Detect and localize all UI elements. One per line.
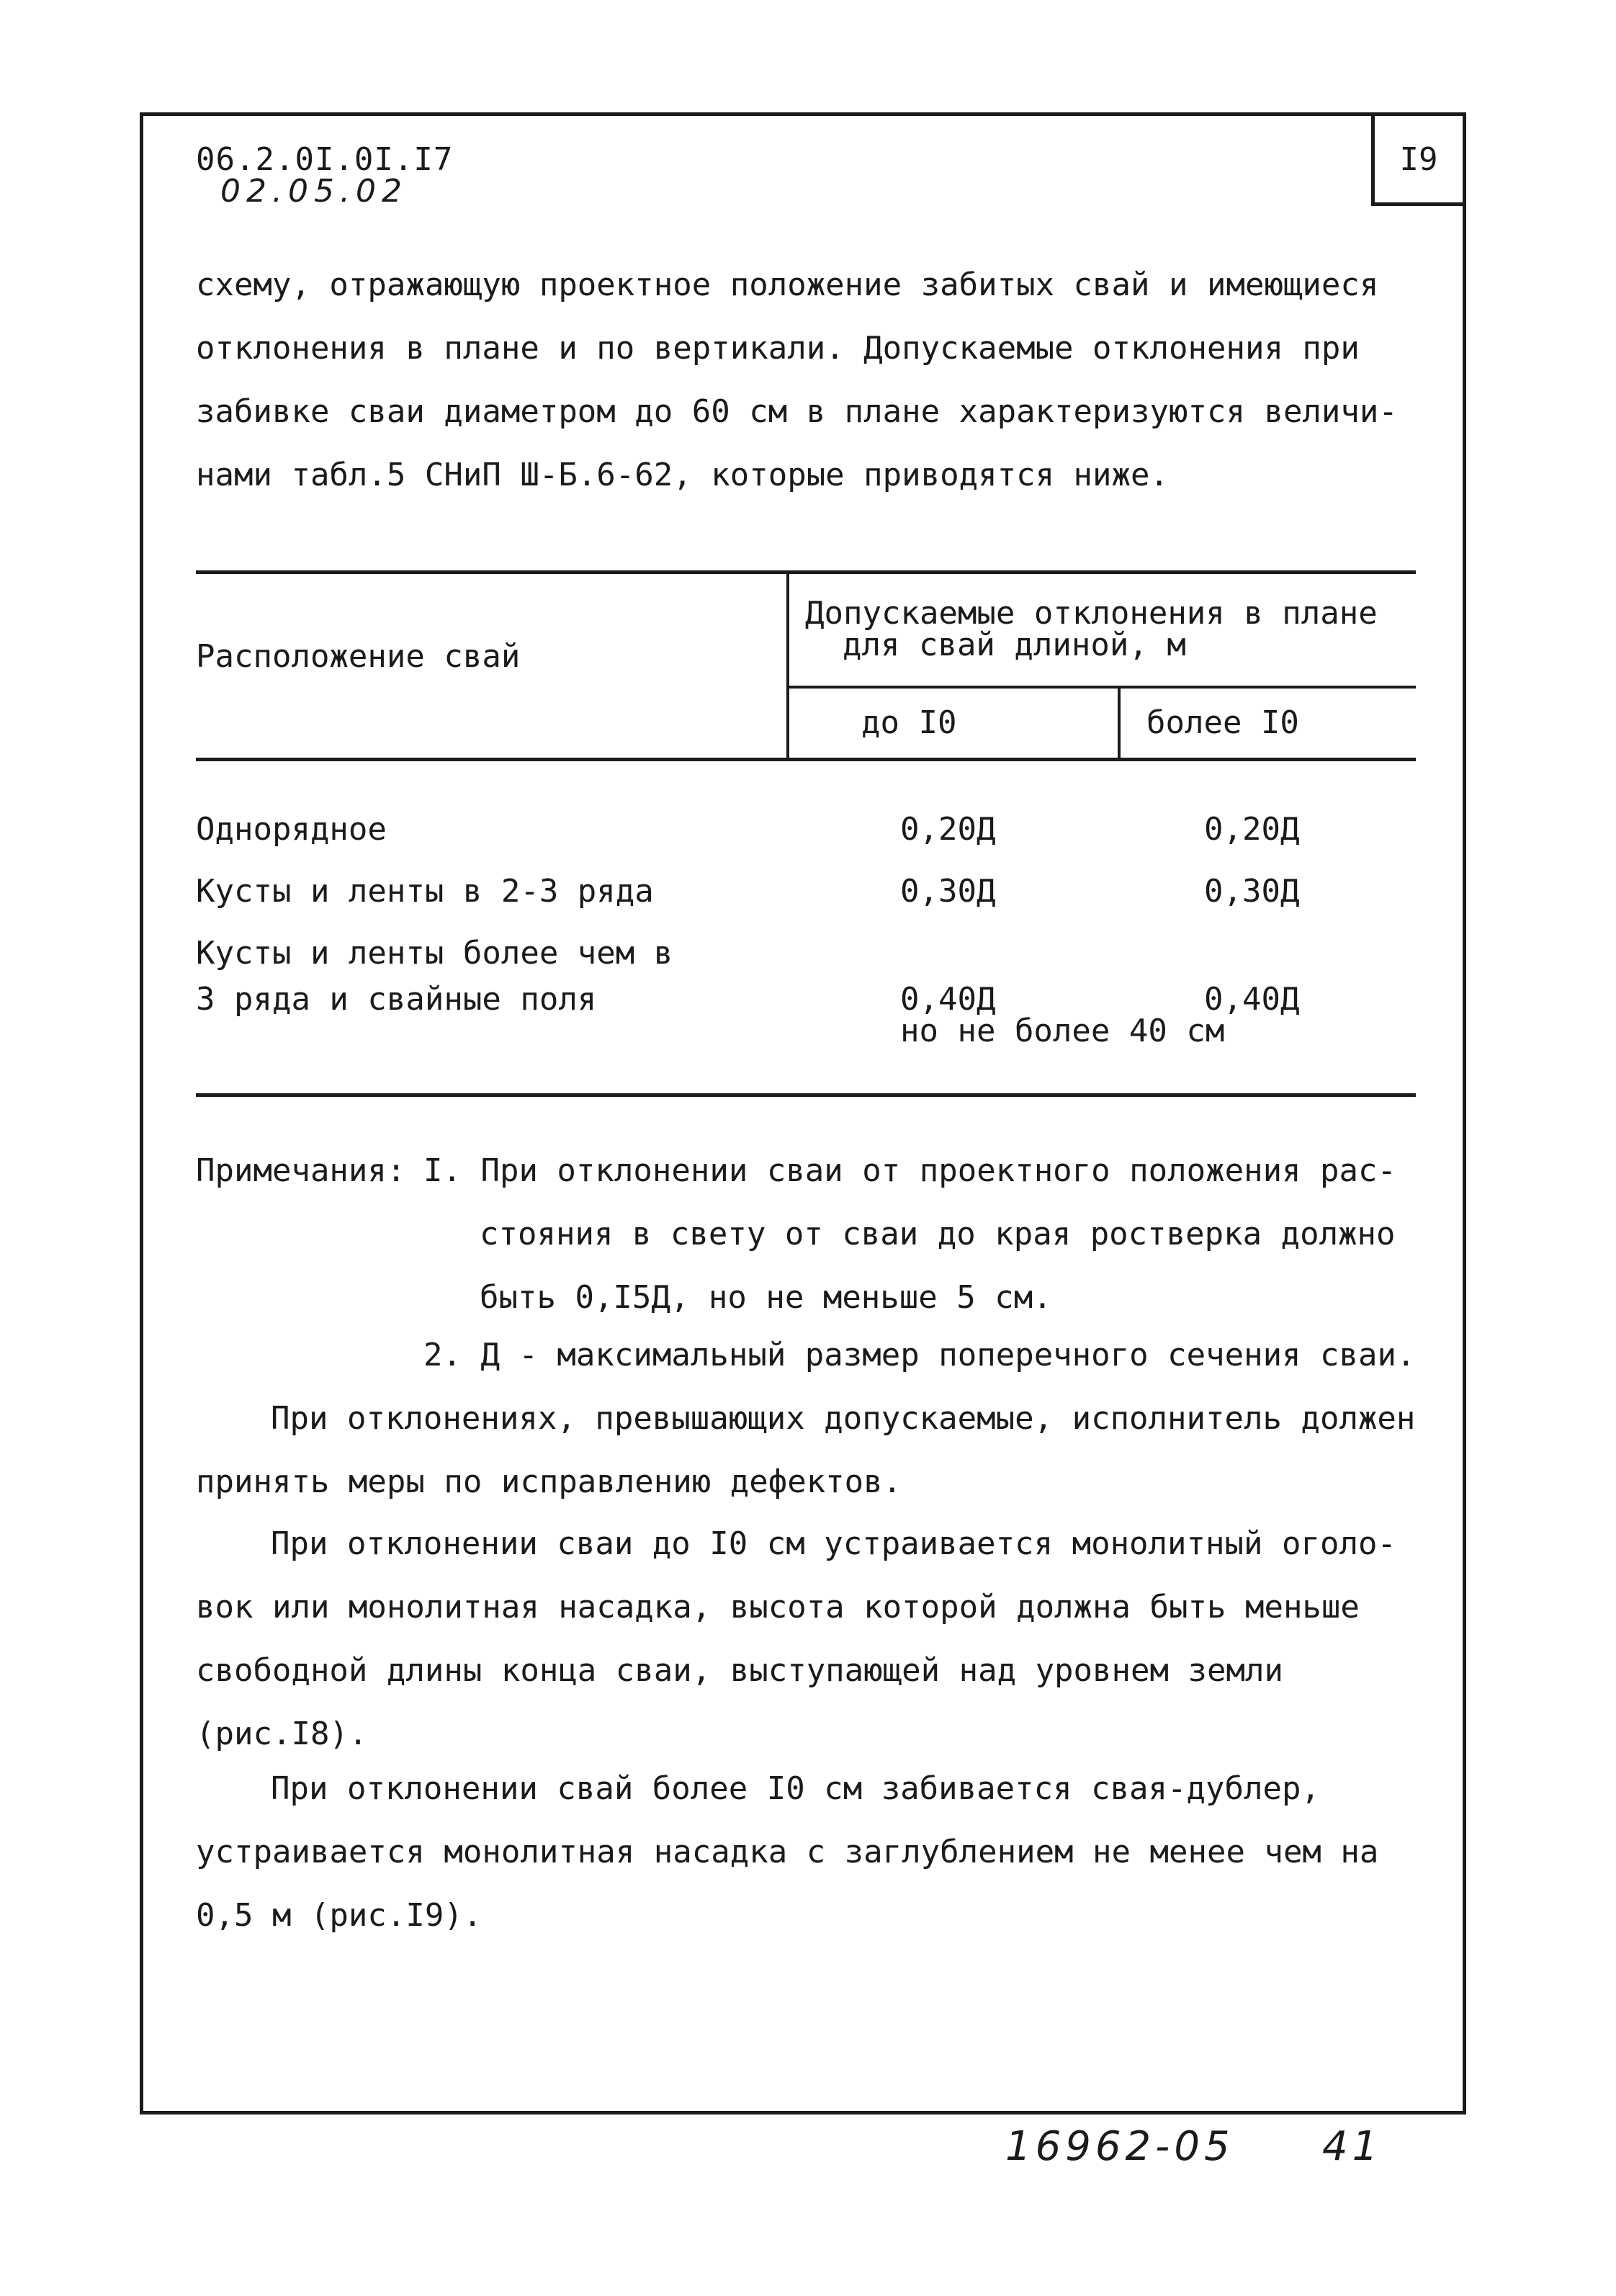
table-top-rule bbox=[196, 570, 1416, 574]
paragraph-up-to-10cm bbox=[196, 1512, 1435, 1766]
table-cell-value: 0,30Д bbox=[1204, 873, 1300, 910]
subheader-up-to-10: до I0 bbox=[861, 704, 957, 741]
text-line: При отклонении сваи до I0 см устраивается монолитный оголо- bbox=[271, 1525, 1396, 1562]
text-line: принять меры по исправлению дефектов. bbox=[196, 1463, 902, 1500]
text-line: схему, отражающую проектное положение забитых свай и имеющиеся bbox=[196, 266, 1379, 303]
column-group-header-line2: для свай длиной, м bbox=[843, 627, 1186, 663]
table-subheader-rule bbox=[788, 686, 1416, 689]
text-line: вок или монолитная насадка, высота которой должна быть меньше bbox=[196, 1589, 1360, 1625]
text-line: При отклонении свай более I0 см забивается свая-дублер, bbox=[271, 1770, 1320, 1807]
text-line: свободной длины конца сваи, выступающей над уровнем земли bbox=[196, 1652, 1283, 1689]
text-line: устраивается монолитная насадка с заглублением не менее чем на bbox=[196, 1834, 1379, 1870]
table-header-bottom-rule bbox=[196, 758, 1416, 761]
notes-title: Примечания: bbox=[196, 1152, 406, 1189]
text-line: нами табл.5 СНиП Ш-Б.6-62, которые приводятся ниже. bbox=[196, 457, 1170, 493]
page-number-box bbox=[1371, 112, 1466, 206]
table-row-label: 3 ряда и свайные поля bbox=[196, 981, 597, 1018]
table-cell-value: 0,30Д bbox=[900, 873, 996, 910]
table-bottom-rule bbox=[196, 1093, 1416, 1097]
text-line: I. При отклонении сваи от проектного положения рас- bbox=[423, 1152, 1397, 1189]
text-line: При отклонениях, превышающих допускаемые, исполнитель должен bbox=[271, 1400, 1416, 1437]
table-row-label: Кусты и ленты в 2-3 ряда bbox=[196, 873, 654, 910]
text-line: быть 0,I5Д, но не меньше 5 см. bbox=[480, 1279, 1052, 1316]
table-cell-value: 0,40Д bbox=[1204, 981, 1300, 1018]
column-group-header-line1: Допускаемые отклонения в плане bbox=[805, 595, 1378, 632]
note-1 bbox=[423, 1139, 1432, 1329]
handwritten-date: 02.05.02 bbox=[220, 173, 408, 210]
table-cell-value: 0,40Д bbox=[900, 981, 996, 1018]
note-2: 2. Д - максимальный размер поперечного сечения сваи. bbox=[423, 1337, 1416, 1373]
table-cell-note: но не более 40 см bbox=[900, 1013, 1225, 1049]
document-code: 06.2.0I.0I.I7 bbox=[196, 141, 454, 178]
subheader-over-10: более I0 bbox=[1146, 704, 1299, 741]
inventory-number: 16962-05 bbox=[1005, 2123, 1234, 2170]
table-row-label: Однорядное bbox=[196, 811, 387, 848]
table-subcolumn-divider bbox=[1118, 687, 1121, 759]
column-header-pile-layout: Расположение свай bbox=[196, 638, 521, 675]
text-line: (рис.I8). bbox=[196, 1716, 368, 1752]
text-line: отклонения в плане и по вертикали. Допускаемые отклонения при bbox=[196, 330, 1360, 367]
paragraph-deviations bbox=[196, 1387, 1435, 1514]
text-line: 0,5 м (рис.I9). bbox=[196, 1897, 482, 1934]
table-column-divider bbox=[786, 572, 789, 759]
page-number: I9 bbox=[1399, 140, 1438, 178]
paragraph-over-10cm bbox=[196, 1757, 1435, 1947]
text-line: забивке сваи диаметром до 60 см в плане характеризуются величи- bbox=[196, 393, 1398, 430]
intro-paragraph bbox=[196, 254, 1435, 507]
sheet-number: 41 bbox=[1322, 2123, 1383, 2170]
text-line: стояния в свету от сваи до края ростверка должно bbox=[480, 1216, 1396, 1252]
table-cell-value: 0,20Д bbox=[900, 811, 996, 848]
table-cell-value: 0,20Д bbox=[1204, 811, 1300, 848]
table-row-label: Кусты и ленты более чем в bbox=[196, 935, 673, 972]
